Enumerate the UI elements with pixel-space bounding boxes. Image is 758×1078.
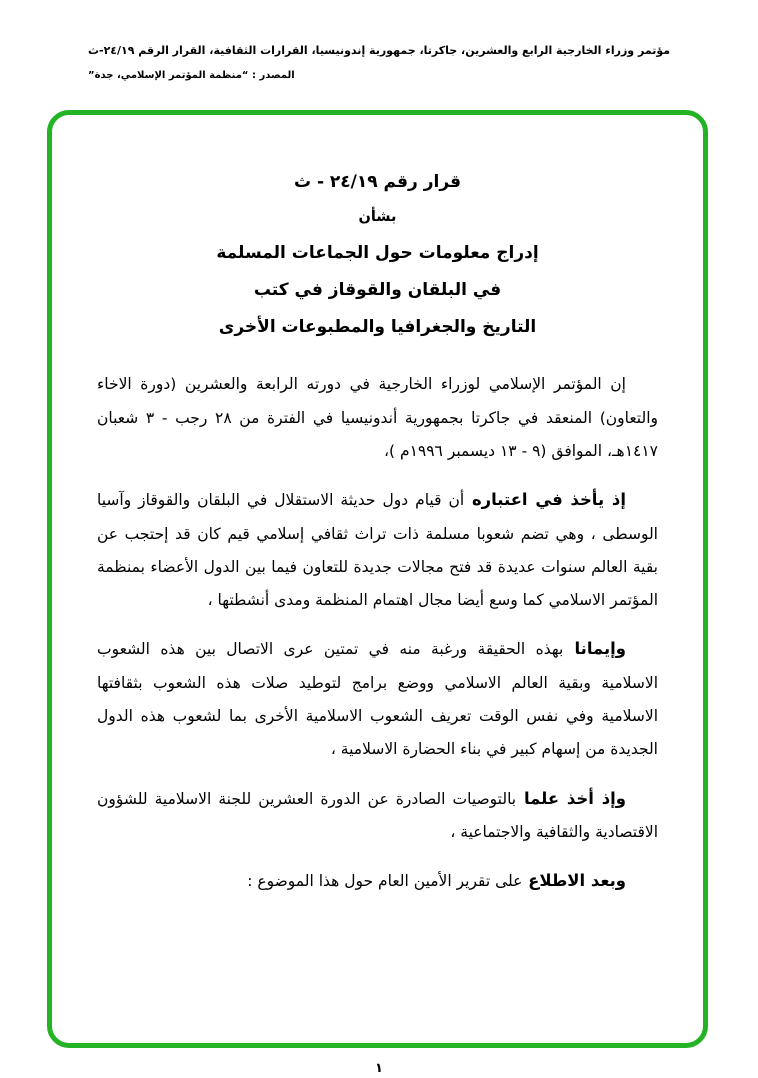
paragraph-lead: وإذ أخذ علما (516, 788, 626, 808)
paragraph-lead: وبعد الاطلاع (522, 871, 626, 891)
title-subject-line2: في البلقان والقوقاز في كتب (253, 280, 502, 301)
header-citation: مؤتمر وزراء الخارجية الرابع والعشرين، جاكرتا، جمهورية إندونيسيا، القرارات الثقافية، القرار الرقم ٢٤/١٩-ث (87, 44, 671, 57)
paragraph-text: بالتوصيات الصادرة عن الدورة العشرين للجنة الاسلامية للشؤون الاقتصادية والثقافية والاجتماعية ، (97, 789, 658, 842)
resolution-body (97, 366, 658, 898)
considering-paragraph (97, 482, 658, 617)
page-number: ١ (375, 1061, 383, 1076)
paragraph-text: إن المؤتمر الإسلامي لوزراء الخارجية في دورته الرابعة والعشرين (دورة الاخاء والتعاون) المنعقد في جاكرتا بجمهورية أندونيسيا في الفترة من ٢٨ رجب - ٣ شعبان ١٤١٧هـ، الموافق (٩ - ١٣ ديسمبر ١٩٩٦م )، (97, 375, 658, 460)
title-block (97, 171, 658, 338)
title-subject-line1: إدراج معلومات حول الجماعات المسلمة (216, 242, 539, 263)
header-source: المصدر : “منظمة المؤتمر الإسلامي، جدة” (88, 70, 295, 81)
paragraph-text: على تقرير الأمين العام حول هذا الموضوع : (247, 872, 523, 891)
noting-paragraph (97, 781, 658, 850)
title-regarding: بشأن (358, 209, 397, 226)
title-subject-line3: التاريخ والجغرافيا والمطبوعات الأخرى (218, 317, 537, 338)
having-reviewed-paragraph (97, 863, 658, 898)
paragraph-text: أن قيام دول حديثة الاستقلال في البلقان والقوقاز وآسيا الوسطى ، وهي تضم شعوبا مسلمة ذات تراث ثقافي إسلامي قيم كان قد إحتجب عن بقية العالم سنوات عديدة قد فتح مجالات جديدة للتعاون فيما بين الدول الأعضاء بمنظمة المؤتمر الاسلامي كما وسع أيضا مجال اهتمام المنظمة ومدى أنشطتها ، (97, 491, 658, 610)
paragraph-text: بهذه الحقيقة ورغبة منه في تمتين عرى الاتصال بين هذه الشعوب الاسلامية وبقية العالم الاسلامي ووضع برامج لتوطيد صلات هذه الشعوب بثقافتها الاسلامية وفي نفس الوقت تعريف الشعوب الاسلامية الأخرى بما لشعوب هذه الدول الجديدة من إسهام كبير في بناء الحضارة الاسلامية ، (97, 640, 658, 759)
preamble-paragraph (97, 366, 658, 468)
believing-paragraph (97, 631, 658, 766)
paragraph-lead: إذ يأخذ في اعتباره (464, 490, 626, 510)
resolution-number: قرار رقم ٢٤/١٩ - ث (293, 172, 462, 192)
paragraph-lead: وإيمانا (563, 639, 626, 659)
decorative-border (47, 110, 708, 1048)
